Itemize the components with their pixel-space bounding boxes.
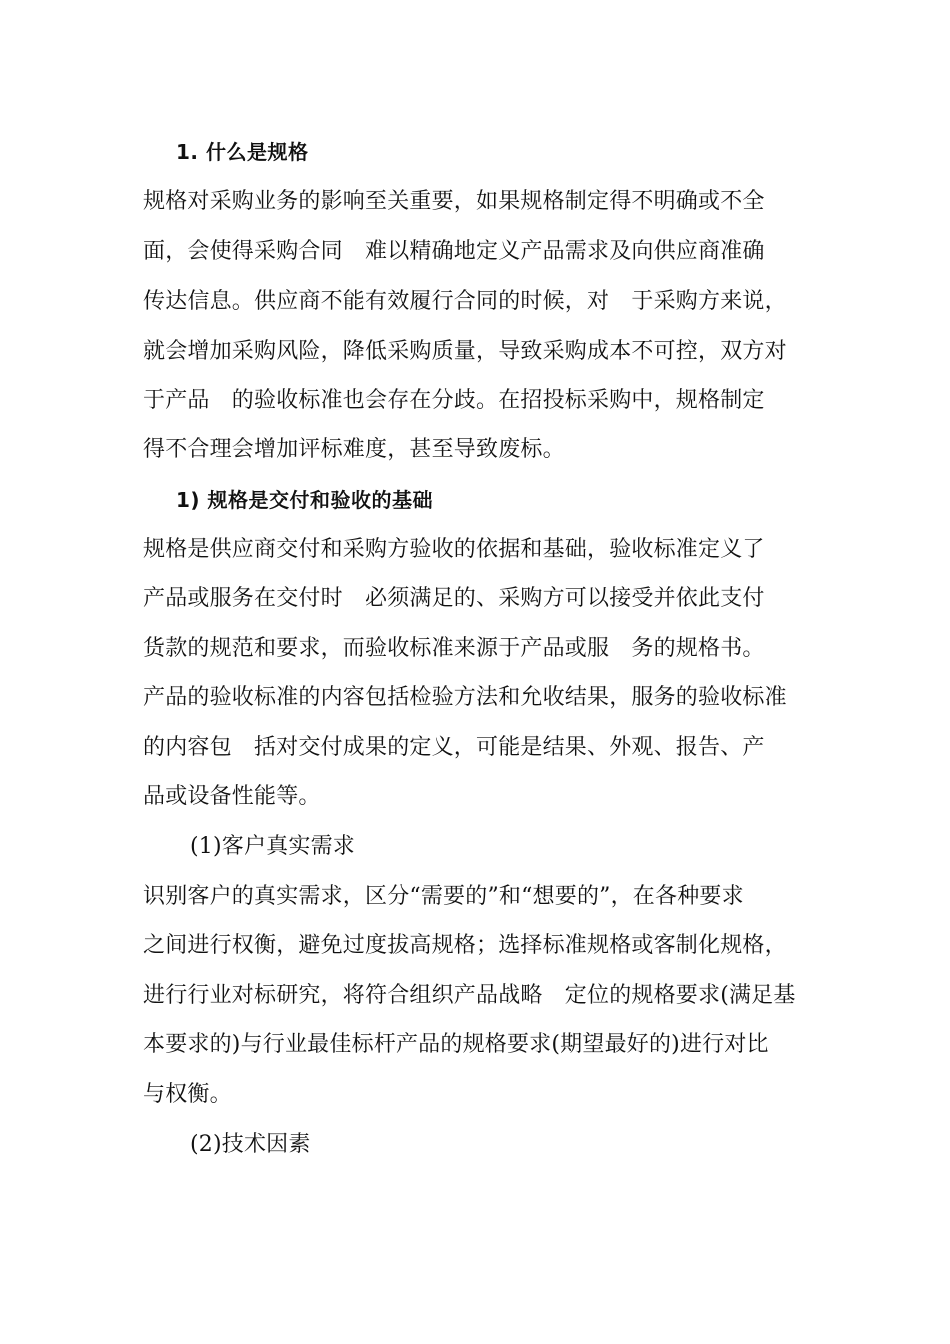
paragraph-line: 识别客户的真实需求，区分“需要的”和“想要的”，在各种要求 bbox=[143, 884, 744, 909]
paragraph-line: 本要求的)与行业最佳标杆产品的规格要求(期望最好的)进行对比 bbox=[143, 1032, 769, 1057]
paragraph-line: 得不合理会增加评标难度，甚至导致废标。 bbox=[143, 437, 565, 462]
paragraph-line: 就会增加采购风险，降低采购质量，导致采购成本不可控，双方对 bbox=[143, 339, 787, 364]
paragraph-line: 与权衡。 bbox=[143, 1082, 232, 1107]
paragraph-line: 进行行业对标研究，将符合组织产品战略 定位的规格要求(满足基 bbox=[143, 983, 796, 1008]
paragraph-line: 面，会使得采购合同 难以精确地定义产品需求及向供应商准确 bbox=[143, 239, 765, 264]
item-heading-customer-needs: (1)客户真实需求 bbox=[190, 834, 355, 859]
paragraph-line: 品或设备性能等。 bbox=[143, 784, 321, 809]
paragraph-line: 产品或服务在交付时 必须满足的、采购方可以接受并依此支付 bbox=[143, 586, 765, 611]
item-heading-technical-factors: (2)技术因素 bbox=[190, 1132, 311, 1157]
subsection-heading-delivery-basis: 1) 规格是交付和验收的基础 bbox=[176, 488, 434, 512]
paragraph-line: 之间进行权衡，避免过度拔高规格；选择标准规格或客制化规格， bbox=[143, 933, 787, 958]
paragraph-line: 规格对采购业务的影响至关重要，如果规格制定得不明确或不全 bbox=[143, 189, 765, 214]
section-heading-what-is-spec: 1. 什么是规格 bbox=[176, 140, 309, 164]
paragraph-line: 的内容包 括对交付成果的定义，可能是结果、外观、报告、产 bbox=[143, 735, 765, 760]
paragraph-line: 货款的规范和要求，而验收标准来源于产品或服 务的规格书。 bbox=[143, 636, 765, 661]
paragraph-line: 于产品 的验收标准也会存在分歧。在招投标采购中，规格制定 bbox=[143, 388, 765, 413]
paragraph-line: 产品的验收标准的内容包括检验方法和允收结果，服务的验收标准 bbox=[143, 685, 787, 710]
paragraph-line: 传达信息。供应商不能有效履行合同的时候，对 于采购方来说， bbox=[143, 289, 787, 314]
paragraph-line: 规格是供应商交付和采购方验收的依据和基础，验收标准定义了 bbox=[143, 537, 765, 562]
